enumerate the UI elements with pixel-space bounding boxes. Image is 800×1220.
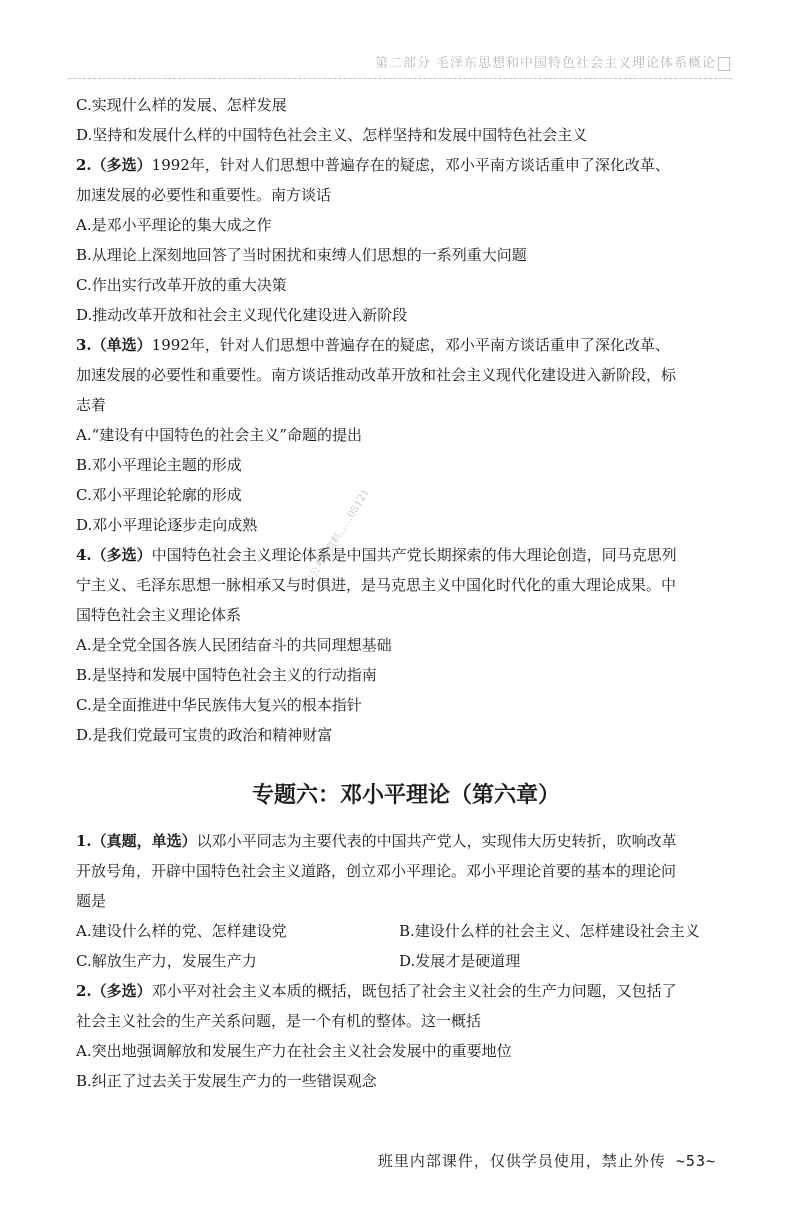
header-rule (68, 78, 732, 79)
section-question-2 (76, 976, 736, 1096)
section-question-1 (76, 826, 736, 976)
option-d: D.是我们党最可宝贵的政治和精神财富 (76, 726, 333, 744)
question-label: 1.（真题，单选） (76, 832, 197, 850)
question-2 (76, 150, 736, 330)
option-d: D.推动改革开放和社会主义现代化建设进入新阶段 (76, 306, 408, 324)
page-content (76, 90, 736, 1096)
option-c: C.实现什么样的发展、怎样发展 (76, 96, 287, 114)
header-box-icon (718, 57, 730, 71)
question-label: 3.（单选） (76, 336, 152, 354)
running-header-text: 第二部分 毛泽东思想和中国特色社会主义理论体系概论 (374, 56, 716, 71)
question-stem-cont: 社会主义社会的生产关系问题，是一个有机的整体。这一概括 (76, 1012, 482, 1030)
section-title: 专题六：邓小平理论（第六章） (251, 783, 560, 808)
question-stem: 1992年，针对人们思想中普遍存在的疑虑，邓小平南方谈话重申了深化改革、 (151, 336, 670, 354)
option-b: B.纠正了过去关于发展生产力的一些错误观念 (76, 1072, 377, 1090)
question-stem: 以邓小平同志为主要代表的中国共产党人，实现伟大历史转折，吹响改革 (196, 832, 677, 850)
option-c: C.是全面推进中华民族伟大复兴的根本指针 (76, 696, 362, 714)
question-stem: 1992年，针对人们思想中普遍存在的疑虑，邓小平南方谈话重申了深化改革、 (151, 156, 670, 174)
option-b: B.是坚持和发展中国特色社会主义的行动指南 (76, 666, 377, 684)
option-a: A.建设什么样的党、怎样建设党 (76, 922, 287, 940)
option-a: A.是邓小平理论的集大成之作 (76, 216, 272, 234)
option-a: A.“建设有中国特色的社会主义”命题的提出 (76, 426, 362, 444)
question-3 (76, 330, 736, 540)
option-c: C.解放生产力，发展生产力 (76, 952, 257, 970)
page-footer: 班里内部课件，仅供学员使用，禁止外传 ~53~ (377, 1152, 716, 1170)
question-stem: 邓小平对社会主义本质的概括，既包括了社会主义社会的生产力问题，又包括了 (151, 982, 677, 1000)
watermark: 中公考研资料……05121 (303, 487, 372, 588)
question-label: 2.（多选） (76, 982, 152, 1000)
question-stem-cont: 题是 (76, 892, 107, 910)
question-4 (76, 540, 736, 750)
option-c: C.邓小平理论轮廓的形成 (76, 486, 242, 504)
running-header (0, 52, 730, 71)
question-label: 4.（多选） (76, 546, 152, 564)
option-b: B.建设什么样的社会主义、怎样建设社会主义 (399, 922, 700, 940)
option-c: C.作出实行改革开放的重大决策 (76, 276, 287, 294)
question-stem-cont: 开放号角，开辟中国特色社会主义道路，创立邓小平理论。邓小平理论首要的基本的理论问 (76, 862, 677, 880)
question-label: 2.（多选） (76, 156, 152, 174)
question-stem-cont: 宁主义、毛泽东思想一脉相承又与时俱进，是马克思主义中国化时代化的重大理论成果。中 (76, 576, 677, 594)
question-stem: 中国特色社会主义理论体系是中国共产党长期探索的伟大理论创造，同马克思列 (151, 546, 677, 564)
question-stem-cont: 国特色社会主义理论体系 (76, 606, 242, 624)
option-a: A.是全党全国各族人民团结奋斗的共同理想基础 (76, 636, 392, 654)
question-stem-cont: 志着 (76, 396, 107, 414)
option-b: B.从理论上深刻地回答了当时困扰和束缚人们思想的一系列重大问题 (76, 246, 527, 264)
option-d: D.坚持和发展什么样的中国特色社会主义、怎样坚持和发展中国特色社会主义 (76, 126, 588, 144)
option-b: B.邓小平理论主题的形成 (76, 456, 242, 474)
question-stem-cont: 加速发展的必要性和重要性。南方谈话推动改革开放和社会主义现代化建设进入新阶段，标 (76, 366, 677, 384)
option-a: A.突出地强调解放和发展生产力在社会主义社会发展中的重要地位 (76, 1042, 512, 1060)
question-stem-cont: 加速发展的必要性和重要性。南方谈话 (76, 186, 332, 204)
option-d: D.邓小平理论逐步走向成熟 (76, 516, 258, 534)
option-d: D.发展才是硬道理 (399, 952, 521, 970)
